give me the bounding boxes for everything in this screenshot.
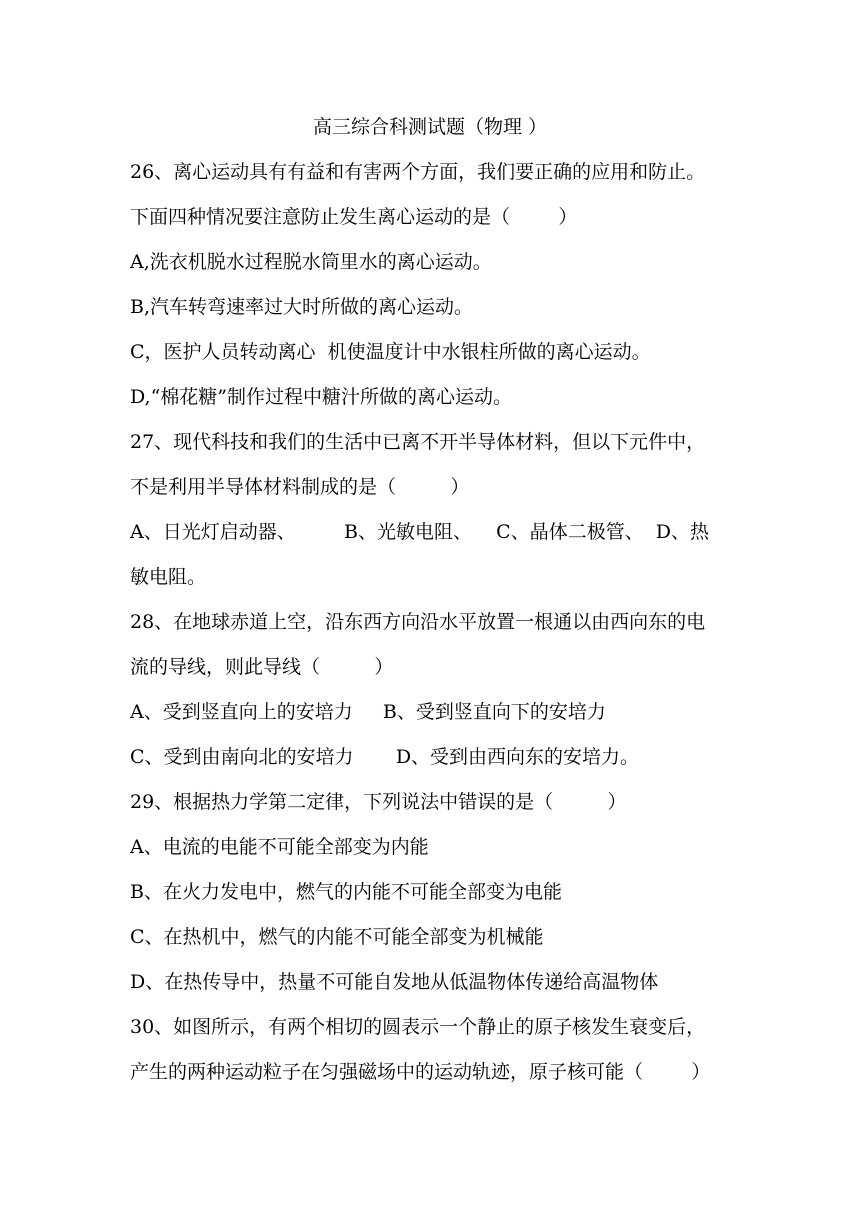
q26-stem-line1: 26、离心运动具有有益和有害两个方面，我们要正确的应用和防止。	[130, 161, 706, 183]
q26-option-c: C，医护人员转动离心 机使温度计中水银柱所做的离心运动。	[130, 341, 651, 363]
q28-options-line1: A、受到竖直向上的安培力 B、受到竖直向下的安培力	[130, 701, 606, 723]
q28-options-line2: C、受到由南向北的安培力 D、受到由西向东的安培力。	[130, 746, 640, 768]
q29-option-d: D、在热传导中，热量不可能自发地从低温物体传递给高温物体	[130, 971, 659, 993]
q29-option-b: B、在火力发电中，燃气的内能不可能全部变为电能	[130, 881, 562, 903]
q26-stem-line2: 下面四种情况要注意防止发生离心运动的是（ ）	[130, 206, 578, 228]
q27-stem-line2: 不是利用半导体材料制成的是（ ）	[130, 476, 470, 498]
q28-stem-line2: 流的导线，则此导线（ ）	[130, 656, 394, 678]
q26-option-b: B,汽车转弯速率过大时所做的离心运动。	[130, 296, 474, 318]
q28-stem-line1: 28、在地球赤道上空，沿东西方向沿水平放置一根通以由西向东的电	[130, 611, 706, 633]
q29-stem: 29、根据热力学第二定律，下列说法中错误的是（ ）	[130, 791, 627, 813]
q29-option-c: C、在热机中，燃气的内能不可能全部变为机械能	[130, 926, 544, 948]
q30-stem-line2: 产生的两种运动粒子在匀强磁场中的运动轨迹，原子核可能（ ）	[130, 1061, 711, 1083]
q29-option-a: A、电流的电能不可能全部变为内能	[130, 836, 429, 858]
q27-options-line1: A、日光灯启动器、 B、光敏电阻、 C、晶体二极管、 D、热	[130, 521, 710, 543]
q26-option-d: D,“棉花糖”制作过程中糖汁所做的离心运动。	[130, 386, 513, 408]
q27-stem-line1: 27、现代科技和我们的生活中已离不开半导体材料，但以下元件中，	[130, 431, 706, 453]
q27-options-line2: 敏电阻。	[130, 566, 207, 588]
q26-option-a: A,洗衣机脱水过程脱水筒里水的离心运动。	[130, 251, 492, 273]
page-title: 高三综合科测试题（物理 ）	[312, 116, 548, 138]
q30-stem-line1: 30、如图所示，有两个相切的圆表示一个静止的原子核发生衰变后，	[130, 1016, 706, 1038]
